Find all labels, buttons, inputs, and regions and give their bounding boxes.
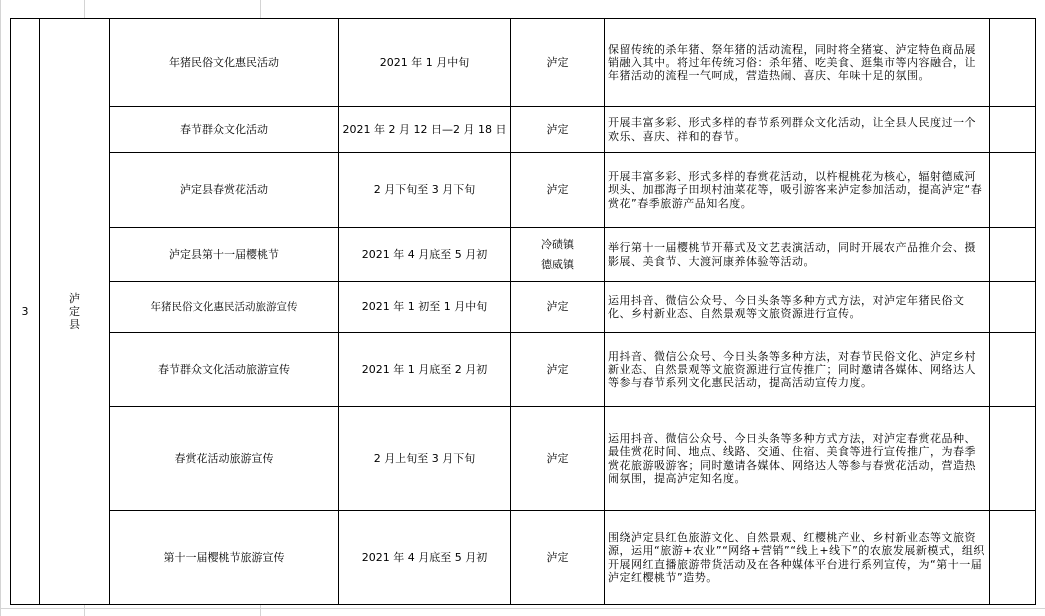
table-row xyxy=(11,282,1036,333)
empty-cell xyxy=(990,282,1036,333)
activity-name: 年猪民俗文化惠民活动旅游宣传 xyxy=(110,282,339,333)
empty-cell xyxy=(990,407,1036,511)
activity-name: 春节群众文化活动旅游宣传 xyxy=(110,333,339,407)
activity-location: 泸定 xyxy=(511,19,605,107)
activity-description: 运用抖音、微信公众号、今日头条等多种方式方法，对泸定年猪民俗文化、乡村新业态、自然景观等文旅资源进行宣传。 xyxy=(605,282,990,333)
activity-time: 2 月下旬至 3 月下旬 xyxy=(339,153,511,228)
table-row xyxy=(11,153,1036,228)
activity-location: 泸定 xyxy=(511,282,605,333)
activity-location: 泸定 xyxy=(511,511,605,605)
empty-cell xyxy=(990,153,1036,228)
region-label: 泸定县 xyxy=(69,291,80,332)
empty-cell xyxy=(990,107,1036,153)
activity-description: 举行第十一届樱桃节开幕式及文艺表演活动，同时开展农产品推介会、摄影展、美食节、大渡河康养体验等活动。 xyxy=(605,228,990,282)
activity-description: 运用抖音、微信公众号、今日头条等多种方式方法，对泸定春赏花品种、最佳赏花时间、地点、线路、交通、住宿、美食等进行宣传推广，为春季赏花旅游吸游客；同时邀请各媒体、网络达人等参与春赏花活动，营造热闹氛围，提高泸定知名度。 xyxy=(605,407,990,511)
empty-cell xyxy=(990,333,1036,407)
activity-description: 用抖音、微信公众号、今日头条等多种方法，对春节民俗文化、泸定乡村新业态、自然景观等文旅资源进行宣传推广；同时邀请各媒体、网络达人等参与春节系列文化惠民活动，提高活动宣传力度。 xyxy=(605,333,990,407)
activity-location: 泸定 xyxy=(511,333,605,407)
empty-cell xyxy=(990,511,1036,605)
activity-name: 春节群众文化活动 xyxy=(110,107,339,153)
activity-location: 泸定 xyxy=(511,407,605,511)
activity-location: 冷碛镇 德威镇 xyxy=(511,228,605,282)
empty-cell xyxy=(990,228,1036,282)
row-index: 3 xyxy=(11,19,40,605)
activity-name: 泸定县第十一届樱桃节 xyxy=(110,228,339,282)
table-row xyxy=(11,19,1036,107)
activity-name: 第十一届樱桃节旅游宣传 xyxy=(110,511,339,605)
activity-time: 2021 年 1 月底至 2 月初 xyxy=(339,333,511,407)
activity-table xyxy=(10,18,1036,605)
table-row xyxy=(11,511,1036,605)
table-row xyxy=(11,228,1036,282)
table-row xyxy=(11,407,1036,511)
activity-description: 保留传统的杀年猪、祭年猪的活动流程，同时将全猪宴、泸定特色商品展销融入其中。将过年传统习俗：杀年猪、吃美食、逛集市等内容融合，让年猪活动的流程一气呵成，营造热闹、喜庆、年味十足的氛围。 xyxy=(605,19,990,107)
activity-time: 2021 年 1 月中旬 xyxy=(339,19,511,107)
activity-name: 泸定县春赏花活动 xyxy=(110,153,339,228)
table-row xyxy=(11,333,1036,407)
activity-time: 2 月上旬至 3 月下旬 xyxy=(339,407,511,511)
sheet-gridline xyxy=(0,608,1045,609)
region-name xyxy=(40,19,110,605)
table-row xyxy=(11,107,1036,153)
activity-location: 泸定 xyxy=(511,107,605,153)
activity-time: 2021 年 1 初至 1 月中旬 xyxy=(339,282,511,333)
activity-time: 2021 年 4 月底至 5 月初 xyxy=(339,511,511,605)
activity-description: 开展丰富多彩、形式多样的春赏花活动，以杵棍桃花为核心，辐射德威河坝头、加郡海子田坝村油菜花等，吸引游客来泸定参加活动，提高泸定“春赏花”春季旅游产品知名度。 xyxy=(605,153,990,228)
empty-cell xyxy=(990,19,1036,107)
activity-location: 泸定 xyxy=(511,153,605,228)
activity-time: 2021 年 4 月底至 5 月初 xyxy=(339,228,511,282)
activity-name: 年猪民俗文化惠民活动 xyxy=(110,19,339,107)
activity-time: 2021 年 2 月 12 日—2 月 18 日 xyxy=(339,107,511,153)
activity-name: 春赏花活动旅游宣传 xyxy=(110,407,339,511)
activity-description: 围绕泸定县红色旅游文化、自然景观、红樱桃产业、乡村新业态等文旅资源，运用“旅游+农业”“网络+营销”“线上+线下”的农旅发展新模式，组织开展网红直播旅游带货活动及在各种媒体平台进行系列宣传，为“第十一届泸定红樱桃节”造势。 xyxy=(605,511,990,605)
activity-description: 开展丰富多彩、形式多样的春节系列群众文化活动，让全县人民度过一个欢乐、喜庆、祥和的春节。 xyxy=(605,107,990,153)
